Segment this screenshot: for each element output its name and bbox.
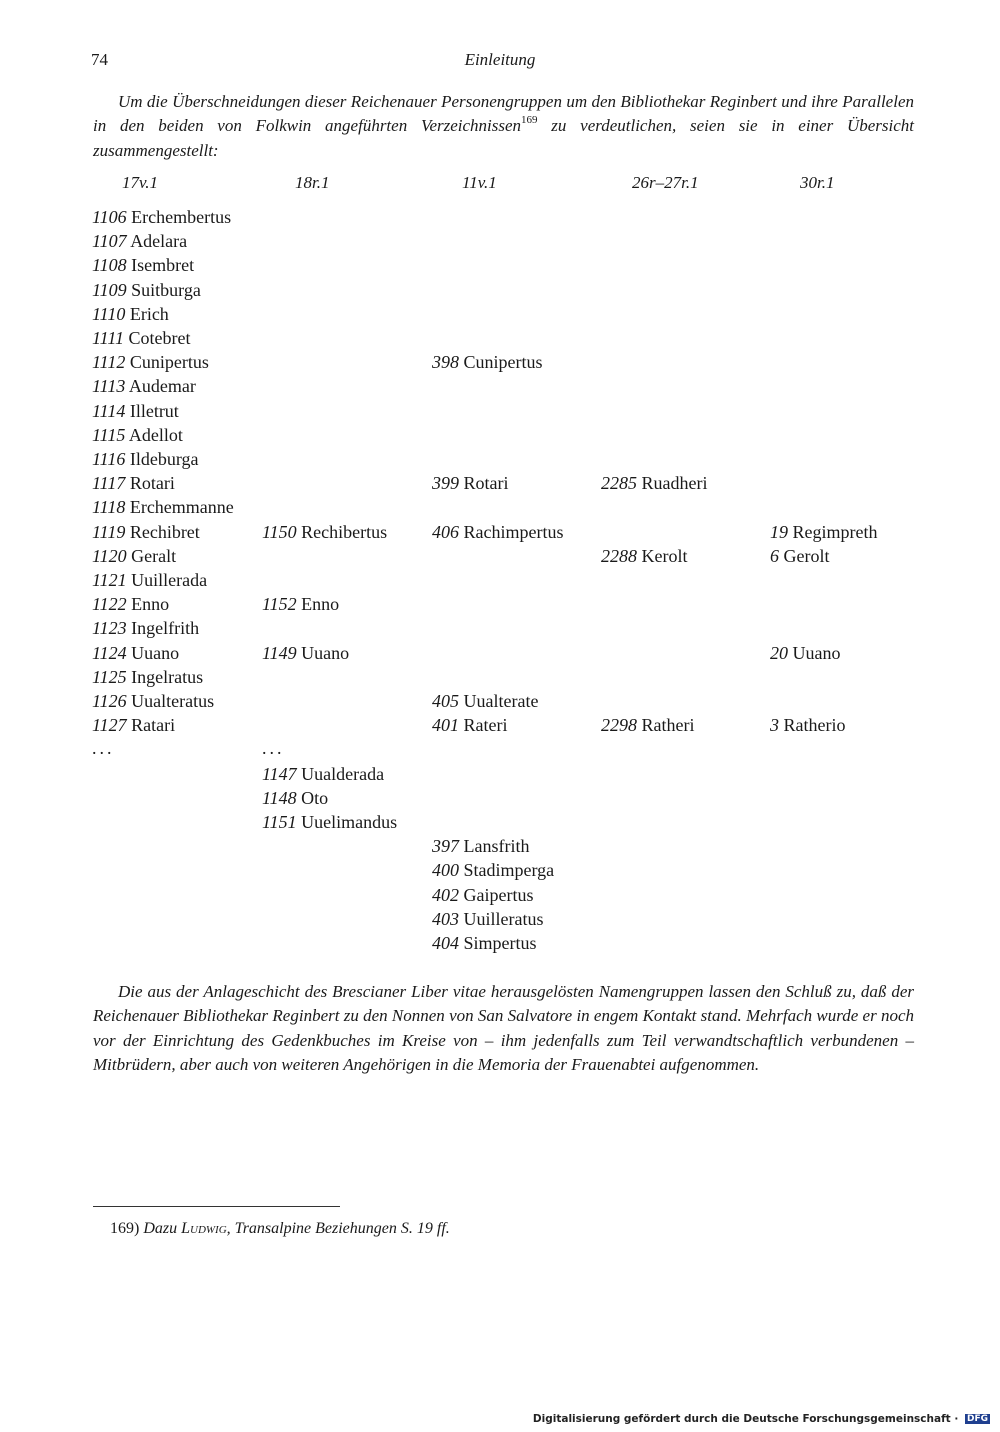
column-header-26r-27r1: 26r–27r.1 bbox=[632, 173, 699, 192]
entry-number: 1151 bbox=[262, 812, 297, 832]
table-entry bbox=[92, 495, 234, 519]
entry-name: Ildeburga bbox=[129, 449, 199, 469]
running-head: Einleitung bbox=[464, 50, 536, 69]
entry-name: Lansfrith bbox=[463, 836, 530, 857]
entry-name: Enno bbox=[301, 594, 340, 615]
entry-number: 1123 bbox=[92, 618, 127, 639]
table-entry bbox=[432, 689, 538, 713]
column-header-17v1: 17v.1 bbox=[122, 173, 159, 192]
entry-name: Gerolt bbox=[783, 545, 830, 566]
column-header-11v1: 11v.1 bbox=[462, 173, 497, 192]
table-entry bbox=[92, 689, 214, 713]
footnote-author: Ludwig, bbox=[181, 1220, 231, 1237]
entry-name: Adellot bbox=[128, 424, 183, 445]
entry-name: Uuano bbox=[301, 642, 350, 663]
entry-name: Suitburga bbox=[131, 279, 201, 300]
entry-number: 1109 bbox=[92, 279, 127, 300]
entry-number: 399 bbox=[432, 473, 459, 494]
table-entry bbox=[92, 350, 209, 374]
entry-number: 1114 bbox=[92, 400, 126, 421]
table-entry bbox=[92, 278, 201, 302]
entry-name: Stadimperga bbox=[463, 860, 555, 881]
table-entry bbox=[432, 350, 543, 374]
entry-name: Audemar bbox=[128, 376, 196, 397]
table-entry bbox=[92, 471, 175, 495]
entry-number: 1147 bbox=[262, 763, 297, 784]
entry-name: Cunipertus bbox=[129, 352, 209, 373]
entry-number: 6 bbox=[770, 545, 779, 566]
entry-name: Adelara bbox=[130, 231, 188, 252]
entry-name: Rachimpertus bbox=[463, 521, 564, 542]
table-entry bbox=[262, 641, 349, 665]
entry-name: Ratari bbox=[131, 715, 176, 736]
entry-number: 403 bbox=[432, 908, 459, 929]
entry-number: 406 bbox=[432, 521, 459, 542]
entry-name: Uuano bbox=[131, 642, 180, 663]
table-entry bbox=[262, 810, 397, 834]
entry-number: 1150 bbox=[262, 521, 297, 542]
entry-name: Ingelratus bbox=[131, 666, 204, 687]
table-entry bbox=[262, 762, 384, 786]
entry-name: Simpertus bbox=[463, 933, 537, 953]
entry-name: Cotebret bbox=[128, 328, 191, 348]
table-entry bbox=[432, 834, 529, 858]
entry-name: Uualteratus bbox=[131, 691, 215, 711]
table-entry bbox=[770, 544, 829, 568]
entry-number: 405 bbox=[432, 691, 459, 711]
entry-number: 1125 bbox=[92, 666, 127, 687]
entry-number: 400 bbox=[432, 860, 459, 881]
entry-name: Illetrut bbox=[129, 400, 179, 421]
entry-name: Uuelimandus bbox=[301, 812, 398, 832]
entry-number: 1121 bbox=[92, 570, 127, 590]
entry-name: Ratheri bbox=[641, 715, 695, 736]
intro-text: Um die Überschneidungen dieser Reichenauer Personengruppen um den Bibliothekar Reginbert und ihre Parallelen in den beiden von Folkwin angeführten Verzeichnissen bbox=[93, 92, 914, 136]
entry-name: Ingelfrith bbox=[131, 618, 200, 639]
table-entry bbox=[92, 520, 200, 544]
entry-number: 401 bbox=[432, 715, 459, 736]
entry-name: Regimpreth bbox=[792, 521, 878, 542]
entry-name: Uualterate bbox=[463, 691, 539, 711]
entry-number: 1115 bbox=[92, 424, 126, 445]
table-entry bbox=[92, 302, 169, 326]
entry-name: Erchemmanne bbox=[129, 497, 234, 518]
entry-name: Rateri bbox=[463, 715, 508, 736]
table-entry bbox=[432, 883, 533, 907]
entry-name: Geralt bbox=[131, 545, 177, 566]
entry-name: Uuillerada bbox=[131, 570, 208, 590]
entry-number: 402 bbox=[432, 884, 459, 905]
entry-name: Rechibret bbox=[129, 521, 200, 542]
entry-number: 1118 bbox=[92, 497, 126, 518]
entry-number: 2298 bbox=[601, 715, 637, 736]
footnote-number: 169) bbox=[110, 1220, 140, 1237]
dfg-logo: DFG bbox=[966, 1414, 988, 1424]
entry-number: 1113 bbox=[92, 376, 126, 397]
intro-text-continued: zu verdeutlichen, seien sie in einer Übersicht zusammengestellt: bbox=[93, 116, 914, 160]
entry-number: 1117 bbox=[92, 473, 126, 494]
entry-name: Ratherio bbox=[783, 715, 846, 736]
entry-number: 1106 bbox=[92, 207, 127, 227]
table-entry bbox=[92, 423, 183, 447]
entry-name: Cunipertus bbox=[463, 352, 543, 373]
table-entry bbox=[92, 592, 169, 616]
table-entry bbox=[92, 665, 203, 689]
entry-number: 1119 bbox=[92, 521, 126, 542]
entry-number: 1108 bbox=[92, 255, 127, 276]
table-entry bbox=[432, 471, 509, 495]
entry-name: Rechibertus bbox=[301, 521, 388, 542]
entry-name: Ruadheri bbox=[641, 473, 708, 494]
entry-name: Gaipertus bbox=[463, 884, 534, 905]
entry-name: Enno bbox=[131, 594, 170, 615]
table-entry bbox=[92, 641, 179, 665]
table-entry bbox=[770, 713, 845, 737]
table-entry bbox=[432, 907, 543, 931]
footnote-169 bbox=[110, 1220, 450, 1238]
page-number: 74 bbox=[91, 50, 108, 69]
table-entry bbox=[92, 374, 196, 398]
entry-number: 2285 bbox=[601, 473, 637, 494]
table-entry bbox=[432, 520, 563, 544]
digitization-credit-text: Digitalisierung gefördert durch die Deutsche Forschungsgemeinschaft bbox=[532, 1413, 951, 1425]
table-entry bbox=[92, 326, 190, 350]
entry-name: Uuilleratus bbox=[463, 908, 544, 929]
column-header-18r1: 18r.1 bbox=[295, 173, 330, 192]
entry-number: 1126 bbox=[92, 691, 127, 711]
table-entry bbox=[92, 253, 194, 277]
table-entry bbox=[432, 713, 507, 737]
entry-number: 1112 bbox=[92, 352, 126, 373]
footnote-divider bbox=[93, 1206, 340, 1207]
table-entry bbox=[92, 544, 176, 568]
table-entry bbox=[92, 713, 175, 737]
entry-number: 397 bbox=[432, 836, 459, 857]
entry-number: 1127 bbox=[92, 715, 127, 736]
entry-number: 398 bbox=[432, 352, 459, 373]
table-entry bbox=[262, 786, 328, 810]
entry-number: 1107 bbox=[92, 231, 127, 252]
entry-number: 19 bbox=[770, 521, 788, 542]
entry-number: 1116 bbox=[92, 449, 126, 469]
entry-name: Erich bbox=[129, 303, 169, 324]
footnote-title: Transalpine Beziehungen S. 19 ff. bbox=[234, 1220, 450, 1237]
entry-number: 1122 bbox=[92, 594, 127, 615]
table-entry bbox=[92, 616, 199, 640]
table-entry bbox=[262, 592, 339, 616]
table-entry bbox=[432, 858, 554, 882]
intro-paragraph bbox=[93, 90, 914, 163]
table-entry bbox=[92, 447, 198, 471]
table-entry bbox=[92, 399, 179, 423]
table-entry bbox=[432, 931, 537, 955]
digitization-credit: Digitalisierung gefördert durch die Deutsche Forschungsgemeinschaft · DFG bbox=[532, 1413, 988, 1425]
entry-number: 1124 bbox=[92, 642, 127, 663]
entry-number: 1148 bbox=[262, 787, 297, 808]
table-entry bbox=[92, 205, 231, 229]
column-header-30r1: 30r.1 bbox=[800, 173, 835, 192]
table-entry bbox=[92, 568, 207, 592]
entry-number: 20 bbox=[770, 642, 788, 663]
ellipsis-column-1: ... bbox=[92, 738, 115, 758]
table-entry bbox=[601, 713, 694, 737]
entry-number: 404 bbox=[432, 933, 459, 953]
entry-name: Uualderada bbox=[301, 763, 385, 784]
entry-number: 1110 bbox=[92, 303, 126, 324]
entry-number: 3 bbox=[770, 715, 779, 736]
table-entry bbox=[770, 641, 841, 665]
entry-name: Erchembertus bbox=[131, 207, 232, 227]
entry-number: 1152 bbox=[262, 594, 297, 615]
entry-name: Uuano bbox=[792, 642, 841, 663]
entry-number: 2288 bbox=[601, 545, 637, 566]
ellipsis-column-2: ... bbox=[262, 738, 285, 758]
table-entry bbox=[262, 520, 387, 544]
entry-number: 1149 bbox=[262, 642, 297, 663]
table-entry bbox=[770, 520, 877, 544]
entry-number: 1120 bbox=[92, 545, 127, 566]
table-entry bbox=[601, 544, 687, 568]
table-entry bbox=[601, 471, 707, 495]
entry-name: Rotari bbox=[463, 473, 509, 494]
entry-name: Isembret bbox=[131, 255, 195, 276]
entry-name: Oto bbox=[301, 787, 329, 808]
conclusion-paragraph: Die aus der Anlageschicht des Brescianer Liber vitae herausgelösten Namengruppen lassen den Schluß zu, daß der Reichenauer Bibliothekar Reginbert zu den Nonnen von San Salvatore in engem Kontakt stand. Mehrfach wurde er noch vor der Einrichtung des Gedenkbuches im Kreise von – ihm jedenfalls zum Teil verwandtschaftlich verbundenen – Mitbrüdern, aber auch von weiteren Angehörigen in die Memoria der Frauenabtei aufgenommen. bbox=[93, 982, 914, 1074]
entry-name: Kerolt bbox=[641, 545, 688, 566]
table-entry bbox=[92, 229, 187, 253]
entry-name: Rotari bbox=[129, 473, 175, 494]
entry-number: 1111 bbox=[92, 328, 124, 348]
footnote-reference[interactable]: 169 bbox=[521, 113, 538, 126]
footnote-prefix: Dazu bbox=[143, 1220, 178, 1237]
